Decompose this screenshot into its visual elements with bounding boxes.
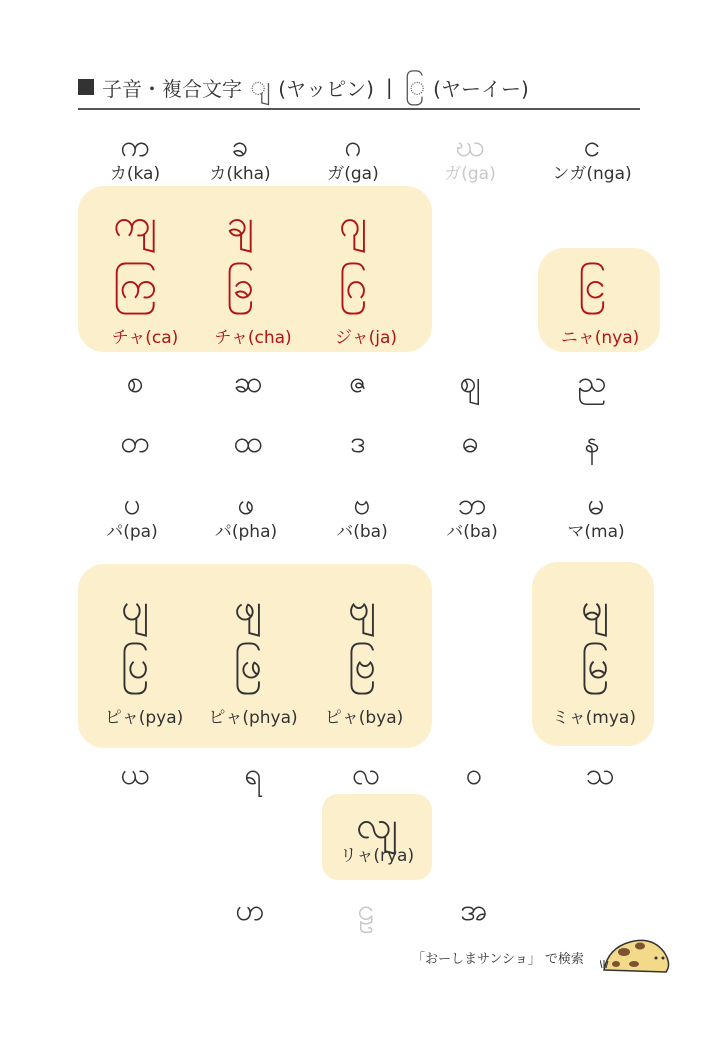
compound-mya-yapin xyxy=(535,585,655,629)
compound-glyph: ပြ xyxy=(120,643,150,687)
consonant-tha xyxy=(188,425,308,460)
reading-label: チャ(cha) xyxy=(214,328,292,348)
consonant-kha xyxy=(180,129,300,184)
compound-bya xyxy=(302,585,422,629)
reading-label: ニャ(nya) xyxy=(560,328,640,348)
title-text: 子音・複合文字 xyxy=(102,76,242,101)
compound-glyph: ကြ xyxy=(113,263,157,307)
consonant-tha xyxy=(540,757,660,792)
consonant-glyph: ည xyxy=(577,365,607,400)
reading-mya xyxy=(534,706,654,727)
consonant-glyph: ဂ xyxy=(344,129,362,164)
consonant-label: バ(ba) xyxy=(446,522,498,542)
consonant-pha xyxy=(186,487,306,542)
compound-kra xyxy=(75,263,195,307)
yapin-glyph: ျ xyxy=(250,70,271,101)
compound-glyph: ပျ xyxy=(121,585,149,629)
compound-glyph: ဂျ xyxy=(339,201,367,245)
consonant-glyph: သ xyxy=(585,757,615,792)
compound-glyph: ဗျ xyxy=(348,585,376,629)
consonant-gha-faded xyxy=(410,129,530,184)
compound-gra xyxy=(293,263,413,307)
compound-khya xyxy=(180,201,300,245)
compound-mya-yayit xyxy=(535,643,655,687)
compound-glyph: ငြ xyxy=(578,263,606,307)
consonant-glyph: စ xyxy=(126,365,144,400)
consonant-glyph: ဖ xyxy=(237,487,255,522)
reading-ca xyxy=(85,326,205,347)
consonant-da xyxy=(298,425,418,460)
consonant-dha xyxy=(410,425,530,460)
consonant-glyph: ဆ xyxy=(233,365,263,400)
consonant-cha xyxy=(188,365,308,400)
compound-bra xyxy=(302,643,422,687)
compound-glyph: ချ xyxy=(226,201,254,245)
square-bullet-icon xyxy=(78,79,94,95)
consonant-glyph: တ xyxy=(120,425,150,460)
consonant-wa xyxy=(414,757,534,792)
compound-glyph: မျ xyxy=(581,585,609,629)
compound-glyph: လျ xyxy=(356,803,398,847)
compound-glyph: ဗြ xyxy=(347,643,377,687)
consonant-ga xyxy=(293,129,413,184)
compound-gya xyxy=(293,201,413,245)
reading-nya xyxy=(540,326,660,347)
reading-cha xyxy=(193,326,313,347)
consonant-label: バ(ba) xyxy=(336,522,388,542)
consonant-label: マ(ma) xyxy=(567,522,625,542)
consonant-glyph: ပ xyxy=(123,487,141,522)
reading-bya xyxy=(304,706,424,727)
compound-pra xyxy=(75,643,195,687)
compound-glyph: ဂြ xyxy=(338,263,368,307)
consonant-label: ンガ(nga) xyxy=(552,164,632,184)
consonant-jha xyxy=(410,365,530,400)
compound-glyph: ဖြ xyxy=(233,643,263,687)
consonant-label: パ(pha) xyxy=(214,522,278,542)
consonant-glyph: ဗ xyxy=(353,487,371,522)
yapin-label: (ヤッピン) xyxy=(278,76,374,101)
consonant-glyph: ဒ xyxy=(350,425,366,460)
consonant-na xyxy=(532,425,652,460)
reading-label: ミャ(mya) xyxy=(552,708,636,728)
page-title xyxy=(78,66,640,110)
reading-ja xyxy=(306,326,426,347)
consonant-label: ガ(ga) xyxy=(444,164,496,184)
reading-label: ジャ(ja) xyxy=(334,328,398,348)
consonant-glyph: ဠ xyxy=(357,893,375,928)
reading-label: チャ(ca) xyxy=(111,328,179,348)
reading-label: リャ(rya) xyxy=(339,846,415,866)
consonant-bha xyxy=(412,487,532,542)
compound-ngra xyxy=(532,263,652,307)
consonant-label: パ(pa) xyxy=(106,522,158,542)
consonant-glyph: ဝ xyxy=(465,757,483,792)
consonant-lla-faded xyxy=(306,893,426,928)
consonant-glyph: န xyxy=(584,425,600,460)
consonant-ra xyxy=(193,757,313,792)
consonant-glyph: ခ xyxy=(231,129,249,164)
consonant-ha xyxy=(190,893,310,928)
consonant-glyph: အ xyxy=(460,893,488,928)
salamander-mascot-icon xyxy=(600,930,672,976)
consonant-ta xyxy=(75,425,195,460)
consonant-glyph: ဓ xyxy=(461,425,479,460)
title-separator: | xyxy=(385,75,393,99)
consonant-nga xyxy=(532,129,652,184)
consonant-pa xyxy=(72,487,192,542)
consonant-ya xyxy=(75,757,195,792)
consonant-ca xyxy=(75,365,195,400)
consonant-ba xyxy=(302,487,422,542)
consonant-glyph: က xyxy=(120,129,150,164)
consonant-glyph: ယ xyxy=(120,757,150,792)
consonant-glyph: ရ xyxy=(244,757,262,792)
consonant-glyph: င xyxy=(583,129,601,164)
consonant-glyph: မ xyxy=(587,487,605,522)
compound-glyph: ဖျ xyxy=(234,585,262,629)
consonant-glyph: ဇ xyxy=(349,365,367,400)
consonant-ka xyxy=(75,129,195,184)
compound-pya xyxy=(75,585,195,629)
consonant-ja xyxy=(298,365,418,400)
compound-lya xyxy=(317,803,437,866)
consonant-glyph: ဘ xyxy=(457,487,487,522)
consonant-glyph: ထ xyxy=(233,425,263,460)
compound-khra xyxy=(180,263,300,307)
reading-label: ピャ(pya) xyxy=(104,708,184,728)
consonant-glyph: ဈ xyxy=(459,365,481,400)
consonant-ma xyxy=(536,487,656,542)
consonant-nya xyxy=(532,365,652,400)
consonant-label: ガ(ga) xyxy=(327,164,379,184)
consonant-la xyxy=(306,757,426,792)
reading-phya xyxy=(193,706,313,727)
consonant-glyph: ဟ xyxy=(235,893,265,928)
consonant-glyph: လ xyxy=(351,757,381,792)
compound-phya xyxy=(188,585,308,629)
reading-label: ピャ(phya) xyxy=(208,708,298,728)
compound-glyph: မြ xyxy=(580,643,610,687)
compound-phra xyxy=(188,643,308,687)
consonant-label: カ(ka) xyxy=(109,164,161,184)
reading-pya xyxy=(84,706,204,727)
consonant-a xyxy=(414,893,534,928)
reading-label: ピャ(bya) xyxy=(324,708,404,728)
yayit-glyph: ြ xyxy=(404,70,426,101)
compound-glyph: ခြ xyxy=(226,263,254,307)
compound-glyph: ကျ xyxy=(113,201,157,245)
yayit-label: (ヤーイー) xyxy=(433,76,529,101)
consonant-glyph: ဃ xyxy=(455,129,485,164)
footer-search-hint: 「おーしまサンショ」 で検索 xyxy=(412,952,584,967)
compound-kya xyxy=(75,201,195,245)
consonant-label: カ(kha) xyxy=(209,164,271,184)
